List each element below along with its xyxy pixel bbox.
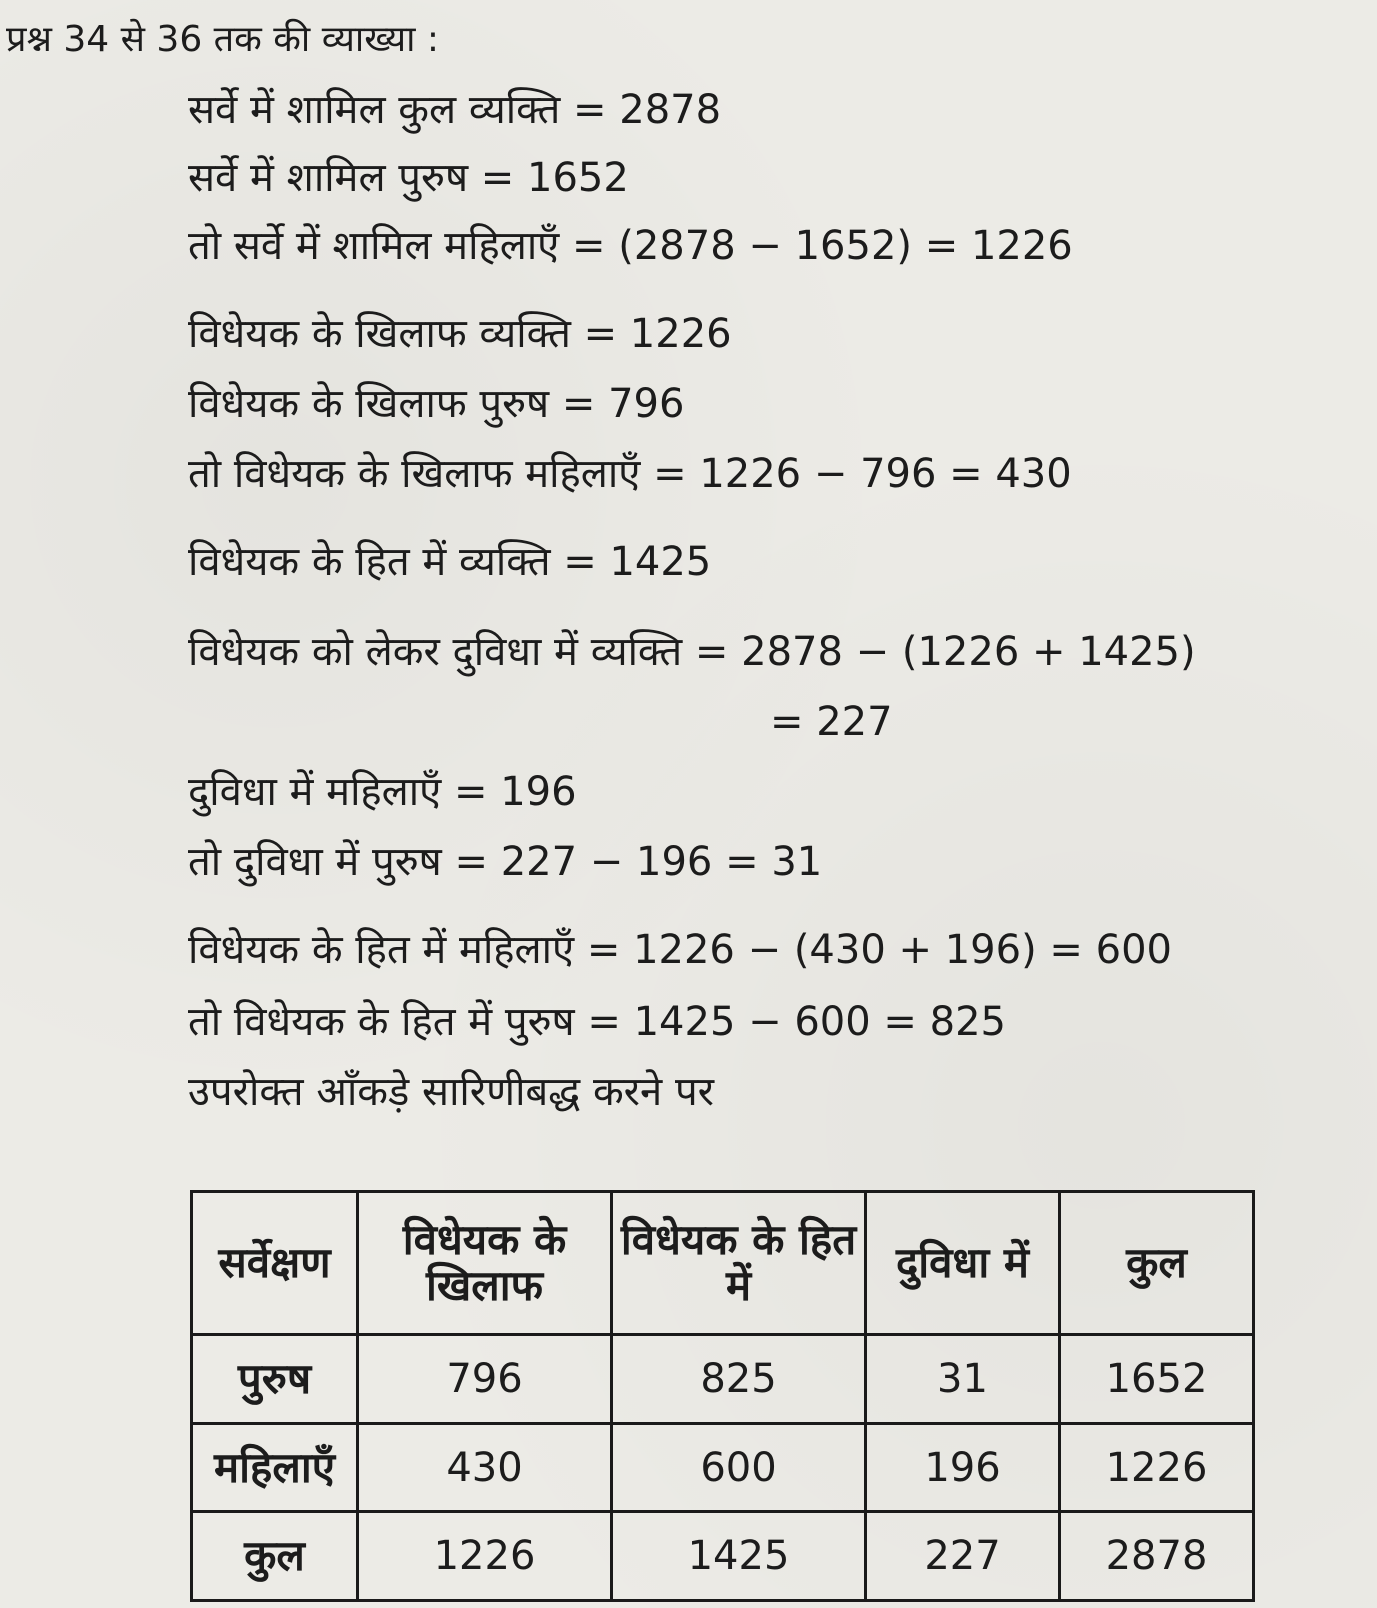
header-against: विधेयक के खिलाफ (358, 1192, 612, 1335)
calc-line-against-women: तो विधेयक के खिलाफ महिलाएँ = 1226 − 796 = 430 (188, 451, 1072, 497)
cell-total-favour: 1425 (612, 1512, 866, 1601)
calc-line-against-men: विधेयक के खिलाफ पुरुष = 796 (188, 381, 685, 427)
calc-line-favour-women: विधेयक के हित में महिलाएँ = 1226 − (430 + 196) = 600 (188, 927, 1172, 973)
header-undecided: दुविधा में (866, 1192, 1060, 1335)
survey-summary-table (190, 1190, 1255, 1602)
table-row-women (192, 1423, 1254, 1512)
table-header-row (192, 1192, 1254, 1335)
cell-men-total: 1652 (1060, 1335, 1254, 1424)
cell-women-undecided: 196 (866, 1423, 1060, 1512)
row-label-total: कुल (192, 1512, 358, 1601)
cell-women-total: 1226 (1060, 1423, 1254, 1512)
calc-line-tabulation-intro: उपरोक्त आँकड़े सारिणीबद्ध करने पर (188, 1069, 715, 1115)
calc-line-favour-men: तो विधेयक के हित में पुरुष = 1425 − 600 = 825 (188, 999, 1006, 1045)
calc-line-undecided-women: दुविधा में महिलाएँ = 196 (188, 769, 577, 815)
header-in-favour: विधेयक के हित में (612, 1192, 866, 1335)
table-row-total (192, 1512, 1254, 1601)
calc-line-undecided-result: = 227 (770, 699, 893, 745)
cell-men-against: 796 (358, 1335, 612, 1424)
row-label-women: महिलाएँ (192, 1423, 358, 1512)
cell-women-against: 430 (358, 1423, 612, 1512)
cell-total-against: 1226 (358, 1512, 612, 1601)
header-survey: सर्वेक्षण (192, 1192, 358, 1335)
header-total: कुल (1060, 1192, 1254, 1335)
calc-line-total-women: तो सर्वे में शामिल महिलाएँ = (2878 − 1652) = 1226 (188, 223, 1073, 269)
cell-total-total: 2878 (1060, 1512, 1254, 1601)
cell-women-favour: 600 (612, 1423, 866, 1512)
calc-line-undecided-men: तो दुविधा में पुरुष = 227 − 196 = 31 (188, 839, 823, 885)
calc-line-total-persons: सर्वे में शामिल कुल व्यक्ति = 2878 (188, 87, 722, 133)
calc-line-favour-persons: विधेयक के हित में व्यक्ति = 1425 (188, 539, 712, 585)
calc-line-undecided-persons: विधेयक को लेकर दुविधा में व्यक्ति = 2878 − (1226 + 1425) (188, 629, 1196, 675)
table-row-men (192, 1335, 1254, 1424)
cell-men-favour: 825 (612, 1335, 866, 1424)
calc-line-against-persons: विधेयक के खिलाफ व्यक्ति = 1226 (188, 311, 732, 357)
section-heading: प्रश्न 34 से 36 तक की व्याख्या : (6, 19, 440, 60)
row-label-men: पुरुष (192, 1335, 358, 1424)
cell-total-undecided: 227 (866, 1512, 1060, 1601)
cell-men-undecided: 31 (866, 1335, 1060, 1424)
calc-line-total-men: सर्वे में शामिल पुरुष = 1652 (188, 155, 629, 201)
